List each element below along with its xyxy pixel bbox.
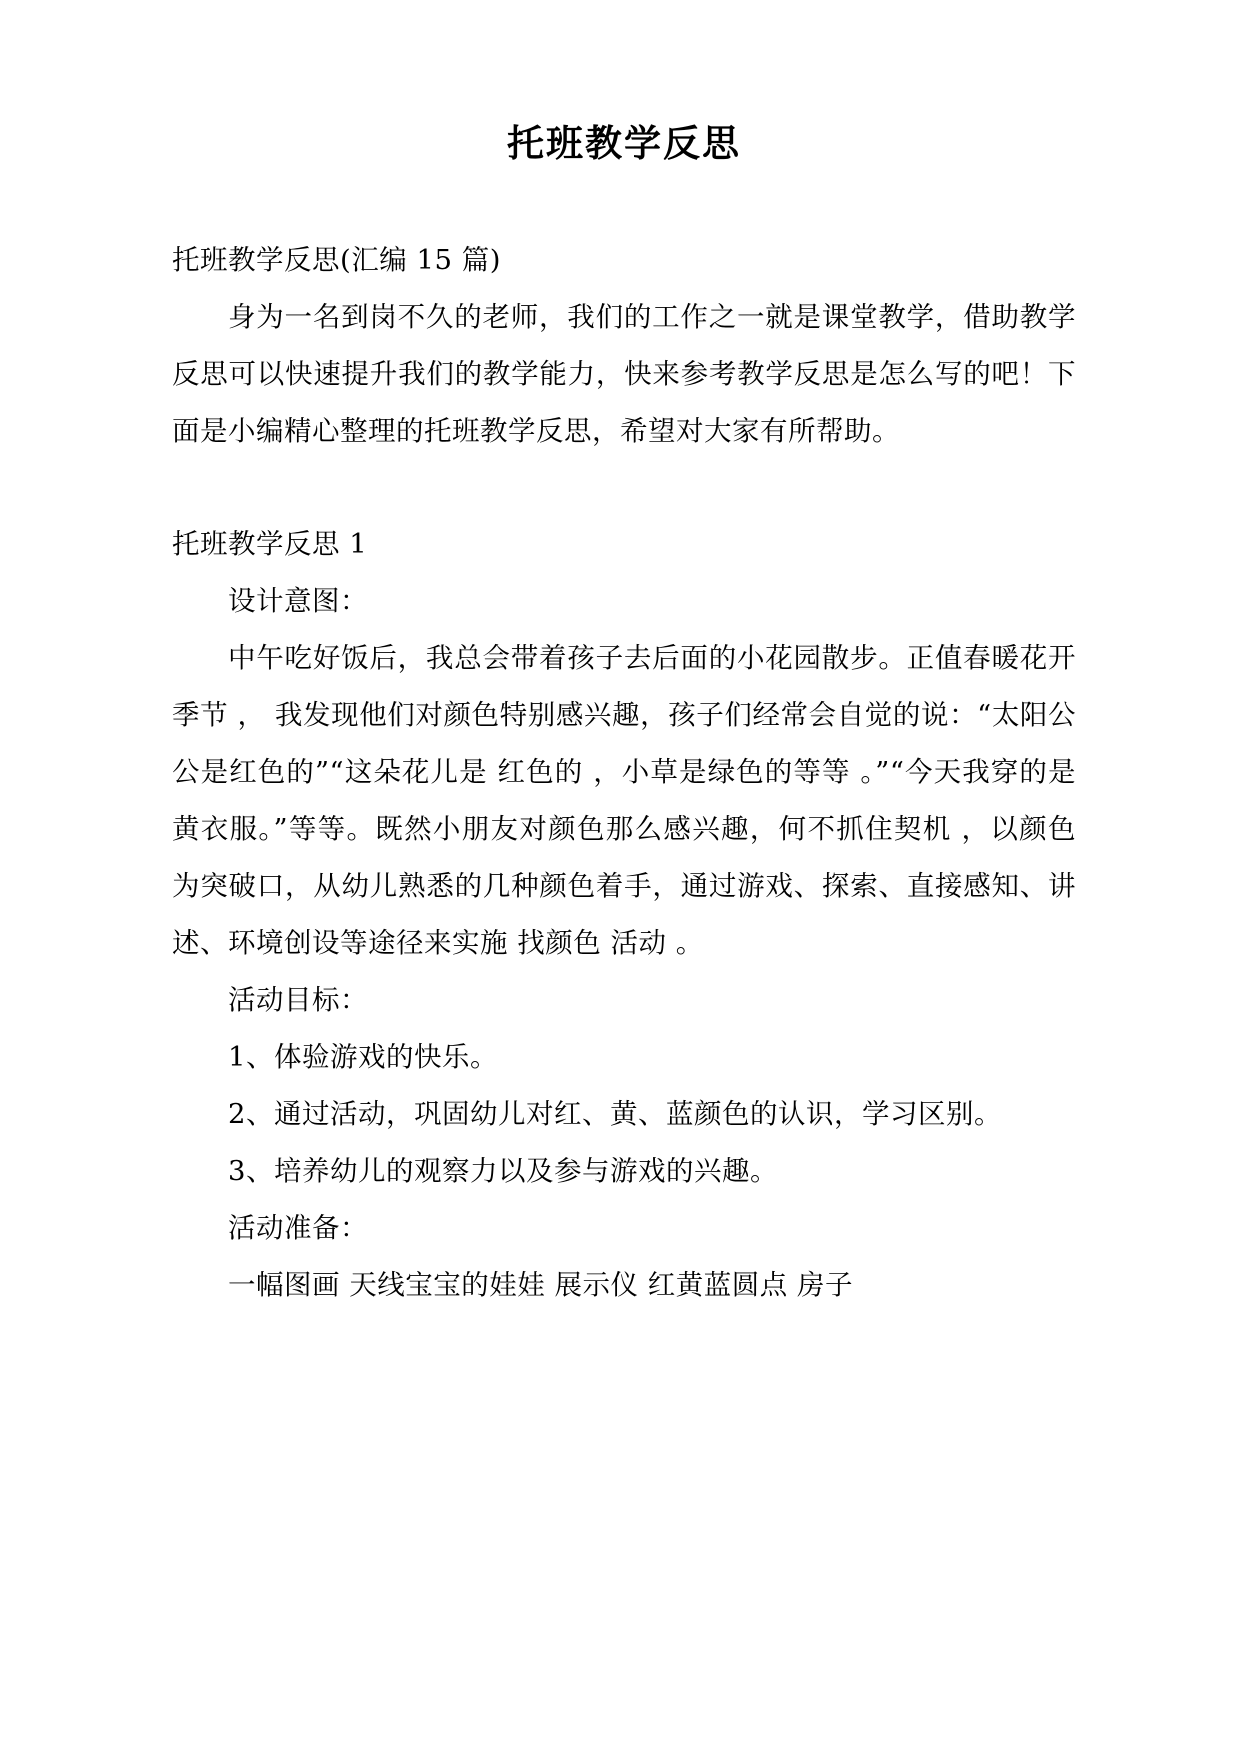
paragraph-goal-1: 1、体验游戏的快乐。 [228, 1040, 498, 1073]
paragraph-2: 身为一名到岗不久的老师，我们的工作之一就是课堂教学，借助教学反思可以快速提升我们的教学能力，快来参考教学反思是怎么写的吧！下面是小编精心整理的托班教学反思，希望对大家有所帮助。 [172, 300, 1076, 447]
paragraph-preparation-body: 一幅图画 天线宝宝的娃娃 展示仪 红黄蓝圆点 房子 [228, 1268, 853, 1301]
paragraph-goal-2: 2、通过活动，巩固幼儿对红、黄、蓝颜色的认识，学习区别。 [228, 1097, 1002, 1130]
paragraph-design-intent-body: 中午吃好饭后，我总会带着孩子去后面的小花园散步。正值春暖花开季节 ， 我发现他们对颜色特别感兴趣，孩子们经常会自觉的说：“太阳公公是红色的”“这朵花儿是 红色的 ，小草是绿色的等等 。”“今天我穿的是黄衣服。”等等。既然小朋友对颜色那么感兴趣，何不抓住契机 ，以颜色为突破口，从幼儿熟悉的几种颜色着手，通过游戏、探索、直接感知、讲述、环境创设等途径来实施 找颜色 活动 。 [172, 641, 1076, 959]
document-content [172, 232, 1076, 1314]
paragraph-design-intent-label: 设计意图： [228, 584, 368, 617]
paragraph-preparation-label: 活动准备： [228, 1211, 368, 1244]
paragraph-goal-3: 3、培养幼儿的观察力以及参与游戏的兴趣。 [228, 1154, 778, 1187]
paragraph-1: 托班教学反思(汇编 15 篇) [172, 243, 501, 276]
section-heading-1: 托班教学反思 1 [172, 527, 368, 560]
paragraph-goals-label: 活动目标： [228, 983, 368, 1016]
page-title: 托班教学反思 [507, 122, 741, 165]
